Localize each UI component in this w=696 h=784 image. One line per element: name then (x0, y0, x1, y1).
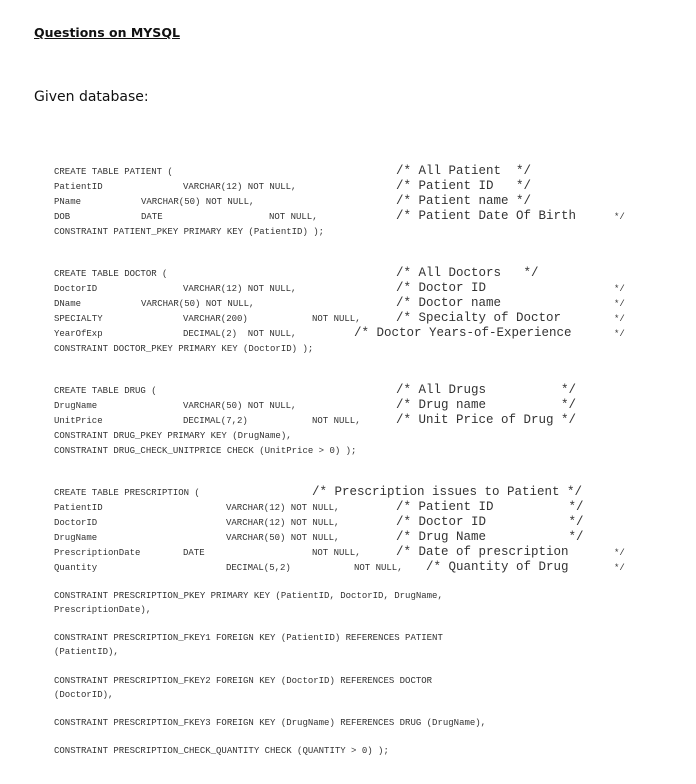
column-type: DECIMAL(5,2) (226, 563, 291, 573)
sql-constraint: CONSTRAINT DOCTOR_PKEY PRIMARY KEY (DoctorID) ); (54, 344, 314, 354)
sql-comment: /* Quantity of Drug (426, 560, 569, 574)
column-name: PName (54, 197, 82, 207)
sql-constraint: PrescriptionDate), (54, 605, 152, 615)
sql-constraint: CONSTRAINT PRESCRIPTION_PKEY PRIMARY KEY (PatientID, DoctorID, DrugName, (54, 591, 443, 601)
sql-comment: /* Patient ID */ (396, 500, 584, 514)
column-null: NOT NULL, (312, 314, 361, 324)
column-null: NOT NULL, (312, 416, 361, 426)
column-name: PatientID (54, 503, 103, 513)
sql-comment: /* Doctor Years-of-Experience (354, 326, 572, 340)
sql-comment: /* Unit Price of Drug */ (396, 413, 577, 427)
column-type: VARCHAR(50) NOT NULL, (226, 533, 340, 543)
column-name: DrugName (54, 533, 98, 543)
sql-constraint: CONSTRAINT DRUG_CHECK_UNITPRICE CHECK (UnitPrice > 0) ); (54, 446, 357, 456)
column-type: DATE (183, 548, 205, 558)
sql-comment: /* Doctor ID (396, 281, 487, 295)
sql-line: CREATE TABLE DOCTOR ( (54, 269, 168, 279)
column-name: PrescriptionDate (54, 548, 141, 558)
sql-constraint: CONSTRAINT PRESCRIPTION_FKEY1 FOREIGN KEY (PatientID) REFERENCES PATIENT (54, 633, 443, 643)
column-type: DATE (141, 212, 163, 222)
sql-constraint: (DoctorID), (54, 690, 114, 700)
sql-comment: /* All Patient */ (396, 164, 532, 178)
column-name: DoctorID (54, 284, 98, 294)
sql-constraint: CONSTRAINT PRESCRIPTION_FKEY2 FOREIGN KEY (DoctorID) REFERENCES DOCTOR (54, 676, 433, 686)
sql-comment: /* Doctor name (396, 296, 502, 310)
column-name: DrugName (54, 401, 98, 411)
column-name: PatientID (54, 182, 103, 192)
column-type: VARCHAR(50) NOT NULL, (141, 197, 255, 207)
sql-line: CREATE TABLE PRESCRIPTION ( (54, 488, 200, 498)
column-type: VARCHAR(12) NOT NULL, (183, 182, 297, 192)
sql-comment: /* Drug name */ (396, 398, 577, 412)
sql-comment: /* Doctor ID */ (396, 515, 584, 529)
column-type: VARCHAR(12) NOT NULL, (226, 518, 340, 528)
column-null: NOT NULL, (269, 212, 318, 222)
sql-comment-close: */ (614, 329, 625, 339)
column-name: SPECIALTY (54, 314, 103, 324)
sql-comment-close: */ (614, 212, 625, 222)
sql-line: CREATE TABLE PATIENT ( (54, 167, 173, 177)
page-title: Questions on MYSQL (34, 25, 180, 40)
sql-comment: /* Date of prescription (396, 545, 569, 559)
sql-comment-close: */ (614, 548, 625, 558)
sql-constraint: CONSTRAINT PRESCRIPTION_FKEY3 FOREIGN KEY (DrugName) REFERENCES DRUG (DrugName), (54, 718, 487, 728)
sql-comment: /* All Doctors */ (396, 266, 539, 280)
column-type: VARCHAR(12) NOT NULL, (183, 284, 297, 294)
column-type: DECIMAL(7,2) (183, 416, 248, 426)
column-name: YearOfExp (54, 329, 103, 339)
sql-constraint: (PatientID), (54, 647, 119, 657)
column-type: VARCHAR(12) NOT NULL, (226, 503, 340, 513)
sql-constraint: CONSTRAINT PATIENT_PKEY PRIMARY KEY (PatientID) ); (54, 227, 325, 237)
sql-comment: /* Patient Date Of Birth (396, 209, 577, 223)
sql-comment-close: */ (614, 563, 625, 573)
column-name: DoctorID (54, 518, 98, 528)
sql-comment: /* All Drugs */ (396, 383, 577, 397)
sql-constraint: CONSTRAINT DRUG_PKEY PRIMARY KEY (DrugName), (54, 431, 292, 441)
column-name: Quantity (54, 563, 98, 573)
column-name: DName (54, 299, 82, 309)
sql-line: CREATE TABLE DRUG ( (54, 386, 157, 396)
intro-text: Given database: (34, 89, 149, 105)
column-name: DOB (54, 212, 71, 222)
column-type: VARCHAR(50) NOT NULL, (183, 401, 297, 411)
column-null: NOT NULL, (354, 563, 403, 573)
column-type: DECIMAL(2) NOT NULL, (183, 329, 297, 339)
sql-comment-close: */ (614, 284, 625, 294)
sql-comment: /* Patient name */ (396, 194, 532, 208)
column-null: NOT NULL, (312, 548, 361, 558)
sql-constraint: CONSTRAINT PRESCRIPTION_CHECK_QUANTITY CHECK (QUANTITY > 0) ); (54, 746, 389, 756)
column-type: VARCHAR(200) (183, 314, 248, 324)
sql-comment-close: */ (614, 314, 625, 324)
column-type: VARCHAR(50) NOT NULL, (141, 299, 255, 309)
sql-comment: /* Specialty of Doctor (396, 311, 562, 325)
sql-comment: /* Drug Name */ (396, 530, 584, 544)
column-name: UnitPrice (54, 416, 103, 426)
sql-comment: /* Prescription issues to Patient */ (312, 485, 583, 499)
sql-comment-close: */ (614, 299, 625, 309)
sql-comment: /* Patient ID */ (396, 179, 532, 193)
